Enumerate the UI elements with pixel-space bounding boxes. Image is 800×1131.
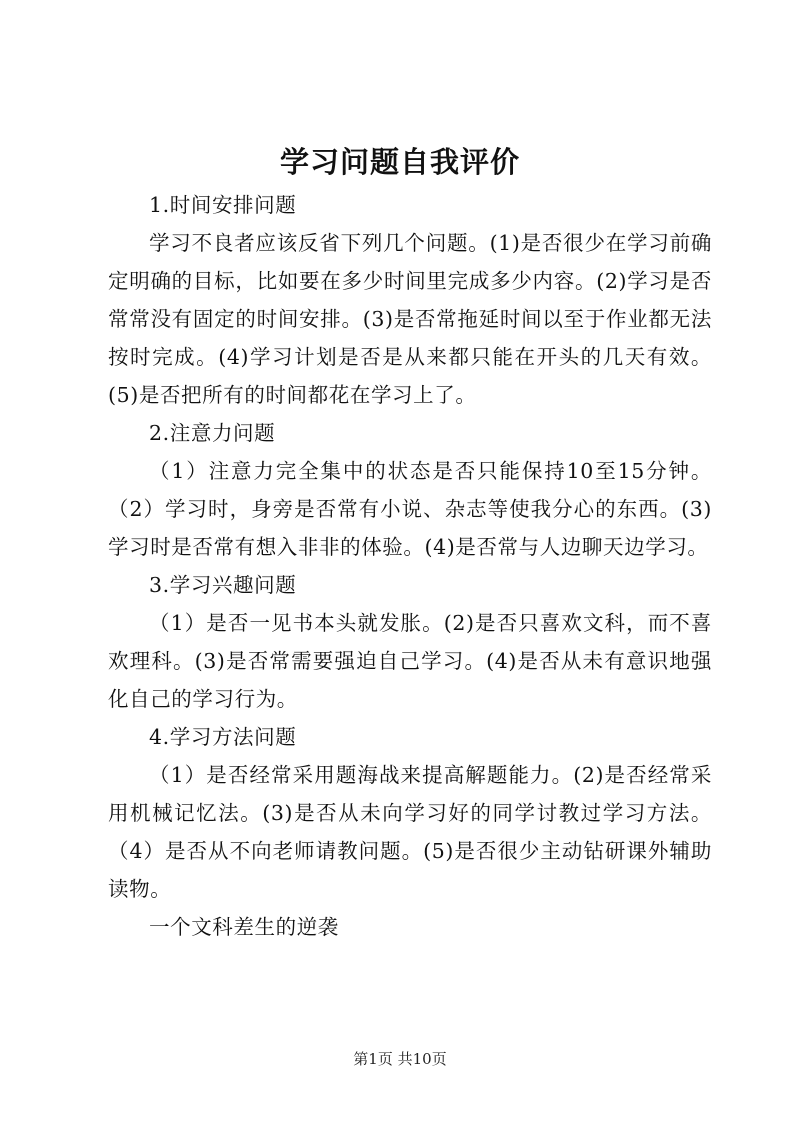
page-number: 第1页 共10页: [353, 1050, 447, 1068]
document-body: [108, 186, 712, 946]
paragraph-time: 学习不良者应该反省下列几个问题。(1)是否很少在学习前确定明确的目标，比如要在多少时间里完成多少内容。(2)学习是否常常没有固定的时间安排。(3)是否常拖延时间以至于作业都无法按时完成。(4)学习计划是否是从来都只能在开头的几天有效。(5)是否把所有的时间都花在学习上了。: [108, 231, 712, 407]
section-heading-method: 4.学习方法问题: [149, 725, 297, 749]
paragraph-method: （1）是否经常采用题海战来提高解题能力。(2)是否经常采用机械记忆法。(3)是否从未向学习好的同学讨教过学习方法。（4）是否从不向老师请教问题。(5)是否很少主动钻研课外辅助读物。: [108, 763, 712, 901]
paragraph-interest: （1）是否一见书本头就发胀。(2)是否只喜欢文科，而不喜欢理科。(3)是否常需要强迫自己学习。(4)是否从未有意识地强化自己的学习行为。: [108, 611, 712, 711]
section-heading-interest: 3.学习兴趣问题: [149, 573, 297, 597]
section-heading-story: 一个文科差生的逆袭: [149, 915, 339, 939]
paragraph-attention: （1）注意力完全集中的状态是否只能保持10至15分钟。（2）学习时，身旁是否常有小说、杂志等使我分心的东西。(3)学习时是否常有想入非非的体验。(4)是否常与人边聊天边学习。: [108, 459, 712, 559]
section-heading-attention: 2.注意力问题: [149, 421, 276, 445]
section-heading-time: 1.时间安排问题: [149, 193, 297, 217]
document-title: 学习问题自我评价: [279, 145, 520, 179]
